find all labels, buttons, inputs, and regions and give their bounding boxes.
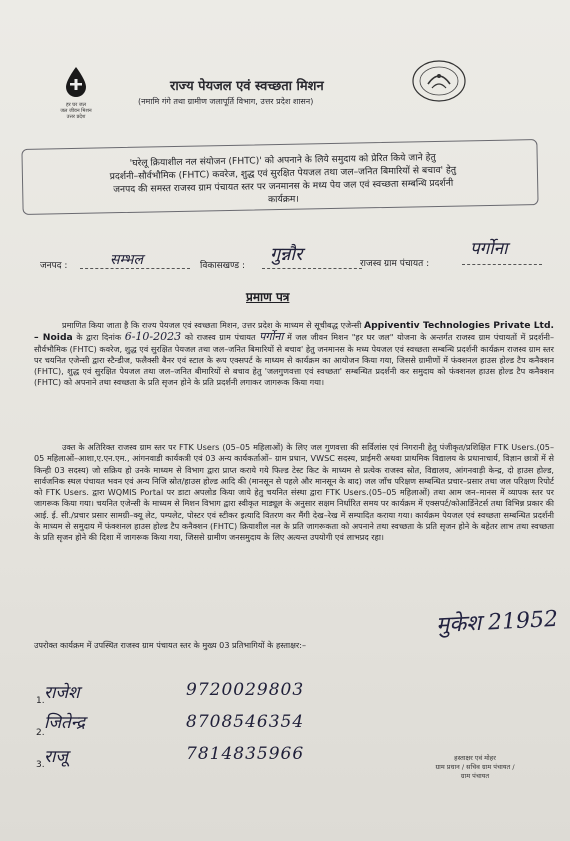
block-value: गुन्नौर bbox=[270, 244, 303, 265]
panchayat-value: पर्गोना bbox=[470, 239, 508, 259]
panchayat-line bbox=[462, 264, 542, 265]
official-signature: मुकेश 21952 bbox=[435, 606, 559, 639]
certificate-heading: प्रमाण पत्र bbox=[246, 290, 290, 304]
participant-3-number: 3. bbox=[36, 760, 45, 770]
har-ghar-jal-logo bbox=[52, 66, 100, 126]
participant-3-phone: 7814835966 bbox=[186, 744, 305, 764]
block-label: विकासखण्ड : bbox=[200, 261, 246, 271]
program-date: 6-10-2023 bbox=[124, 330, 182, 344]
participant-2-phone: 8708546354 bbox=[186, 712, 305, 732]
org-subtitle: (नमामि गंगे तथा ग्रामीण जलापूर्ति विभाग, उत्तर प्रदेश शासन) bbox=[138, 97, 314, 106]
participant-1-phone: 9720029803 bbox=[186, 680, 305, 700]
logo-caption-2: जल जीवन मिशन bbox=[60, 108, 92, 114]
panchayat-label: राजस्व ग्राम पंचायत : bbox=[360, 259, 430, 269]
paragraph-1-date-label: के द्वारा दिनांक bbox=[76, 332, 122, 343]
signature-line-1: हस्ताक्षर एवं मोहर bbox=[454, 754, 496, 762]
signature-line-2: ग्राम प्रधान / सचिव ग्राम पंचायत / bbox=[435, 763, 515, 771]
paragraph-2: उक्त के अतिरिक्त राजस्व ग्राम स्तर पर FTK Users (05–05 महिलाओं) के लिए जल गुणवत्ता की सर्विलांस एवं निगरानी हेतु पंजीकृत/प्रशिक्षित FTK Users.(05–05 महिलाओं–आशा,ए.एन.एम., आंगनवाडी कार्यकत्री एवं 03 अन्य कार्यकर्ताओं– ग्राम प्रधान, VWSC सदस्य, प्राईमरी अथवा प्राथमिक विद्यालय के प्रधानाचार्य, विज्ञान छात्रों में से किन्ही 03 सदस्य) जो सक्रिय हो उनके माध्यम से विभाग द्वारा प्राप्त कराये गये फिल्ड टेस्ट किट के माध्यम से प्रत्येक राजस्व स्रोत, विद्यालय, आंगनवाड़ी केन्द्र, दो हाउस होल्ड, सार्वजनिक स्थल पंचायत भवन एवं अन्य निजि स्रोत/हाउस होल्ड आदि की (मानसून से पहले और मानसून के बाद) जल जाँच परिक्षण सम्बन्धित प्रचार–प्रसार तथा जल परिक्षण रिपोर्ट को FTK Users. द्वारा WQMIS Portal पर डाटा अपलोड किया जाये हेतु चयनित संस्था द्वारा FTK Users.(05–05 महिलाओं) तथा आम जन–मानस में व्यापक स्तर पर जागरूक किया गया। चयनित एजेन्सी के माध्यम से मिशन विभाग द्वारा स्वीकृत माड्यूल के अनुसार सक्षम निर्धारित समय पर कार्यक्रम में एक्सपर्ट/कोआर्डिनेटर्स तथा विभिन्न प्रकार की आई. ई. सी./प्रचार प्रसार सामग्री–क्यू लेट, पम्पलेट, पोस्टर एवं स्टीकर इत्यादि वितरण कर मैंगी देख–रेख में सम्पादित कराया गया। कार्यक्रम पेयजल एवं स्वच्छता सम्बन्धित प्रदर्शनी के माध्यम से समुदाय में फंक्शनल हाउस होल्ड टैप कनैक्शन (FHTC) क्रियाशील नल के प्रति जागरूकता को अपनाने तथा स्वच्छता के प्रति सृजन होने के बहेतर लाभ तथा स्वच्छता के प्रति सृजन होने की दिशा में जागरूक किया गया, जिससे ग्रामीण जनसमुदाय के लिए अत्यन्त उपयोगी एवं लाभप्रद रहा। bbox=[34, 442, 554, 543]
box-line-2: प्रदर्शनी–सौर्वभौमिक (FHTC) कवरेज, शुद्ध एवं सुरक्षित पेयजल तथा जल–जनित बिमारियों से बचाव' हेतु bbox=[109, 164, 457, 183]
paragraph-1-body: में जल जीवन मिशन "हर घर जल" योजना के अन्तर्गत राजस्व ग्राम पंचायतों में प्रदर्शनी–सौर्वभौमिक (FHTC) कवरेज, शुद्ध एवं सुरक्षित पेयजल तथा जल–जनित बिमारियों से बचाव' हेतु जनमानस के मध्य पेयजल एवं स्वच्छता सम्बन्धि प्रदर्शनी कार्यक्रम राजस्व ग्राम स्तर पर चयनित एजेन्सी द्वारा स्टैन्डीज, फलैक्सी बैनर एवं स्टाल के रूप एक्सपर्ट के माध्यम से कार्यक्रम का आयोजन किया गया, जिससे ग्रामीणों में फंक्शनल हाउस होल्ड टैप कनैक्शन (FHTC), शुद्ध एवं सुरक्षित पेयजल तथा जल–जनित बीमारियों से बचाव हेतु 'जलगुणवत्ता एवं स्वच्छता' सम्बन्धित प्रदर्शनी कर समुदाय को फंक्शनल हाउस होल्ड टैप कनैक्शन (FHTC) को अपनाने तथा स्वच्छता के प्रति सृजन होने के प्रति प्रदर्शनी लगाकर जागरूक किया गया। bbox=[34, 332, 554, 388]
block-line bbox=[262, 268, 362, 269]
program-village: पर्गोना bbox=[259, 330, 284, 344]
logo-caption-1: हर घर जल bbox=[66, 102, 86, 108]
agency-name: Appiventiv Technologies Private Ltd. – Noida bbox=[34, 320, 555, 344]
participants-intro: उपरोक्त कार्यक्रम में उपस्थित राजस्व ग्राम पंचायत स्तर के मुख्य 03 प्रतिभागियों के हस्ताक्षर:– bbox=[34, 640, 307, 650]
box-line-1: 'घरेलू क्रियाशील नल संयोजन (FHTC)' को अपनाने के लिये समुदाय को प्रेरित किये जाने हेतु bbox=[129, 152, 436, 169]
program-title-box bbox=[21, 139, 538, 215]
participant-2-name: जितेन्द्र bbox=[44, 713, 85, 733]
logo-caption-3: उत्तर प्रदेश bbox=[66, 114, 86, 120]
participant-3-name: राजू bbox=[44, 747, 68, 767]
district-label: जनपद : bbox=[40, 261, 68, 271]
org-title: राज्य पेयजल एवं स्वच्छता मिशन bbox=[170, 79, 324, 94]
signature-line-3: ग्राम पंचायत bbox=[460, 772, 490, 780]
box-line-4: कार्यक्रम। bbox=[267, 193, 299, 206]
box-line-3: जनपद की समस्त राजस्व ग्राम पंचायत स्तर पर जनमानस के मध्य पेय जल एवं स्वच्छता सम्बन्धि प्रदर्शनी bbox=[113, 177, 454, 196]
up-government-emblem-icon bbox=[410, 58, 468, 104]
participant-1-name: राजेश bbox=[44, 683, 80, 703]
participant-1-number: 1. bbox=[36, 696, 45, 706]
district-value: सम्भल bbox=[110, 252, 143, 268]
paragraph-1 bbox=[34, 320, 554, 389]
participant-2-number: 2. bbox=[36, 728, 45, 738]
water-drop-icon bbox=[63, 66, 89, 98]
paragraph-1-intro: प्रमाणित किया जाता है कि राज्य पेयजल एवं स्वच्छता मिशन, उत्तर प्रदेश के माध्यम से सूचीबद्ध एजेन्सी bbox=[62, 320, 362, 330]
signature-block bbox=[420, 754, 530, 781]
paragraph-1-village-label: को राजस्व ग्राम पंचायत bbox=[184, 332, 256, 343]
